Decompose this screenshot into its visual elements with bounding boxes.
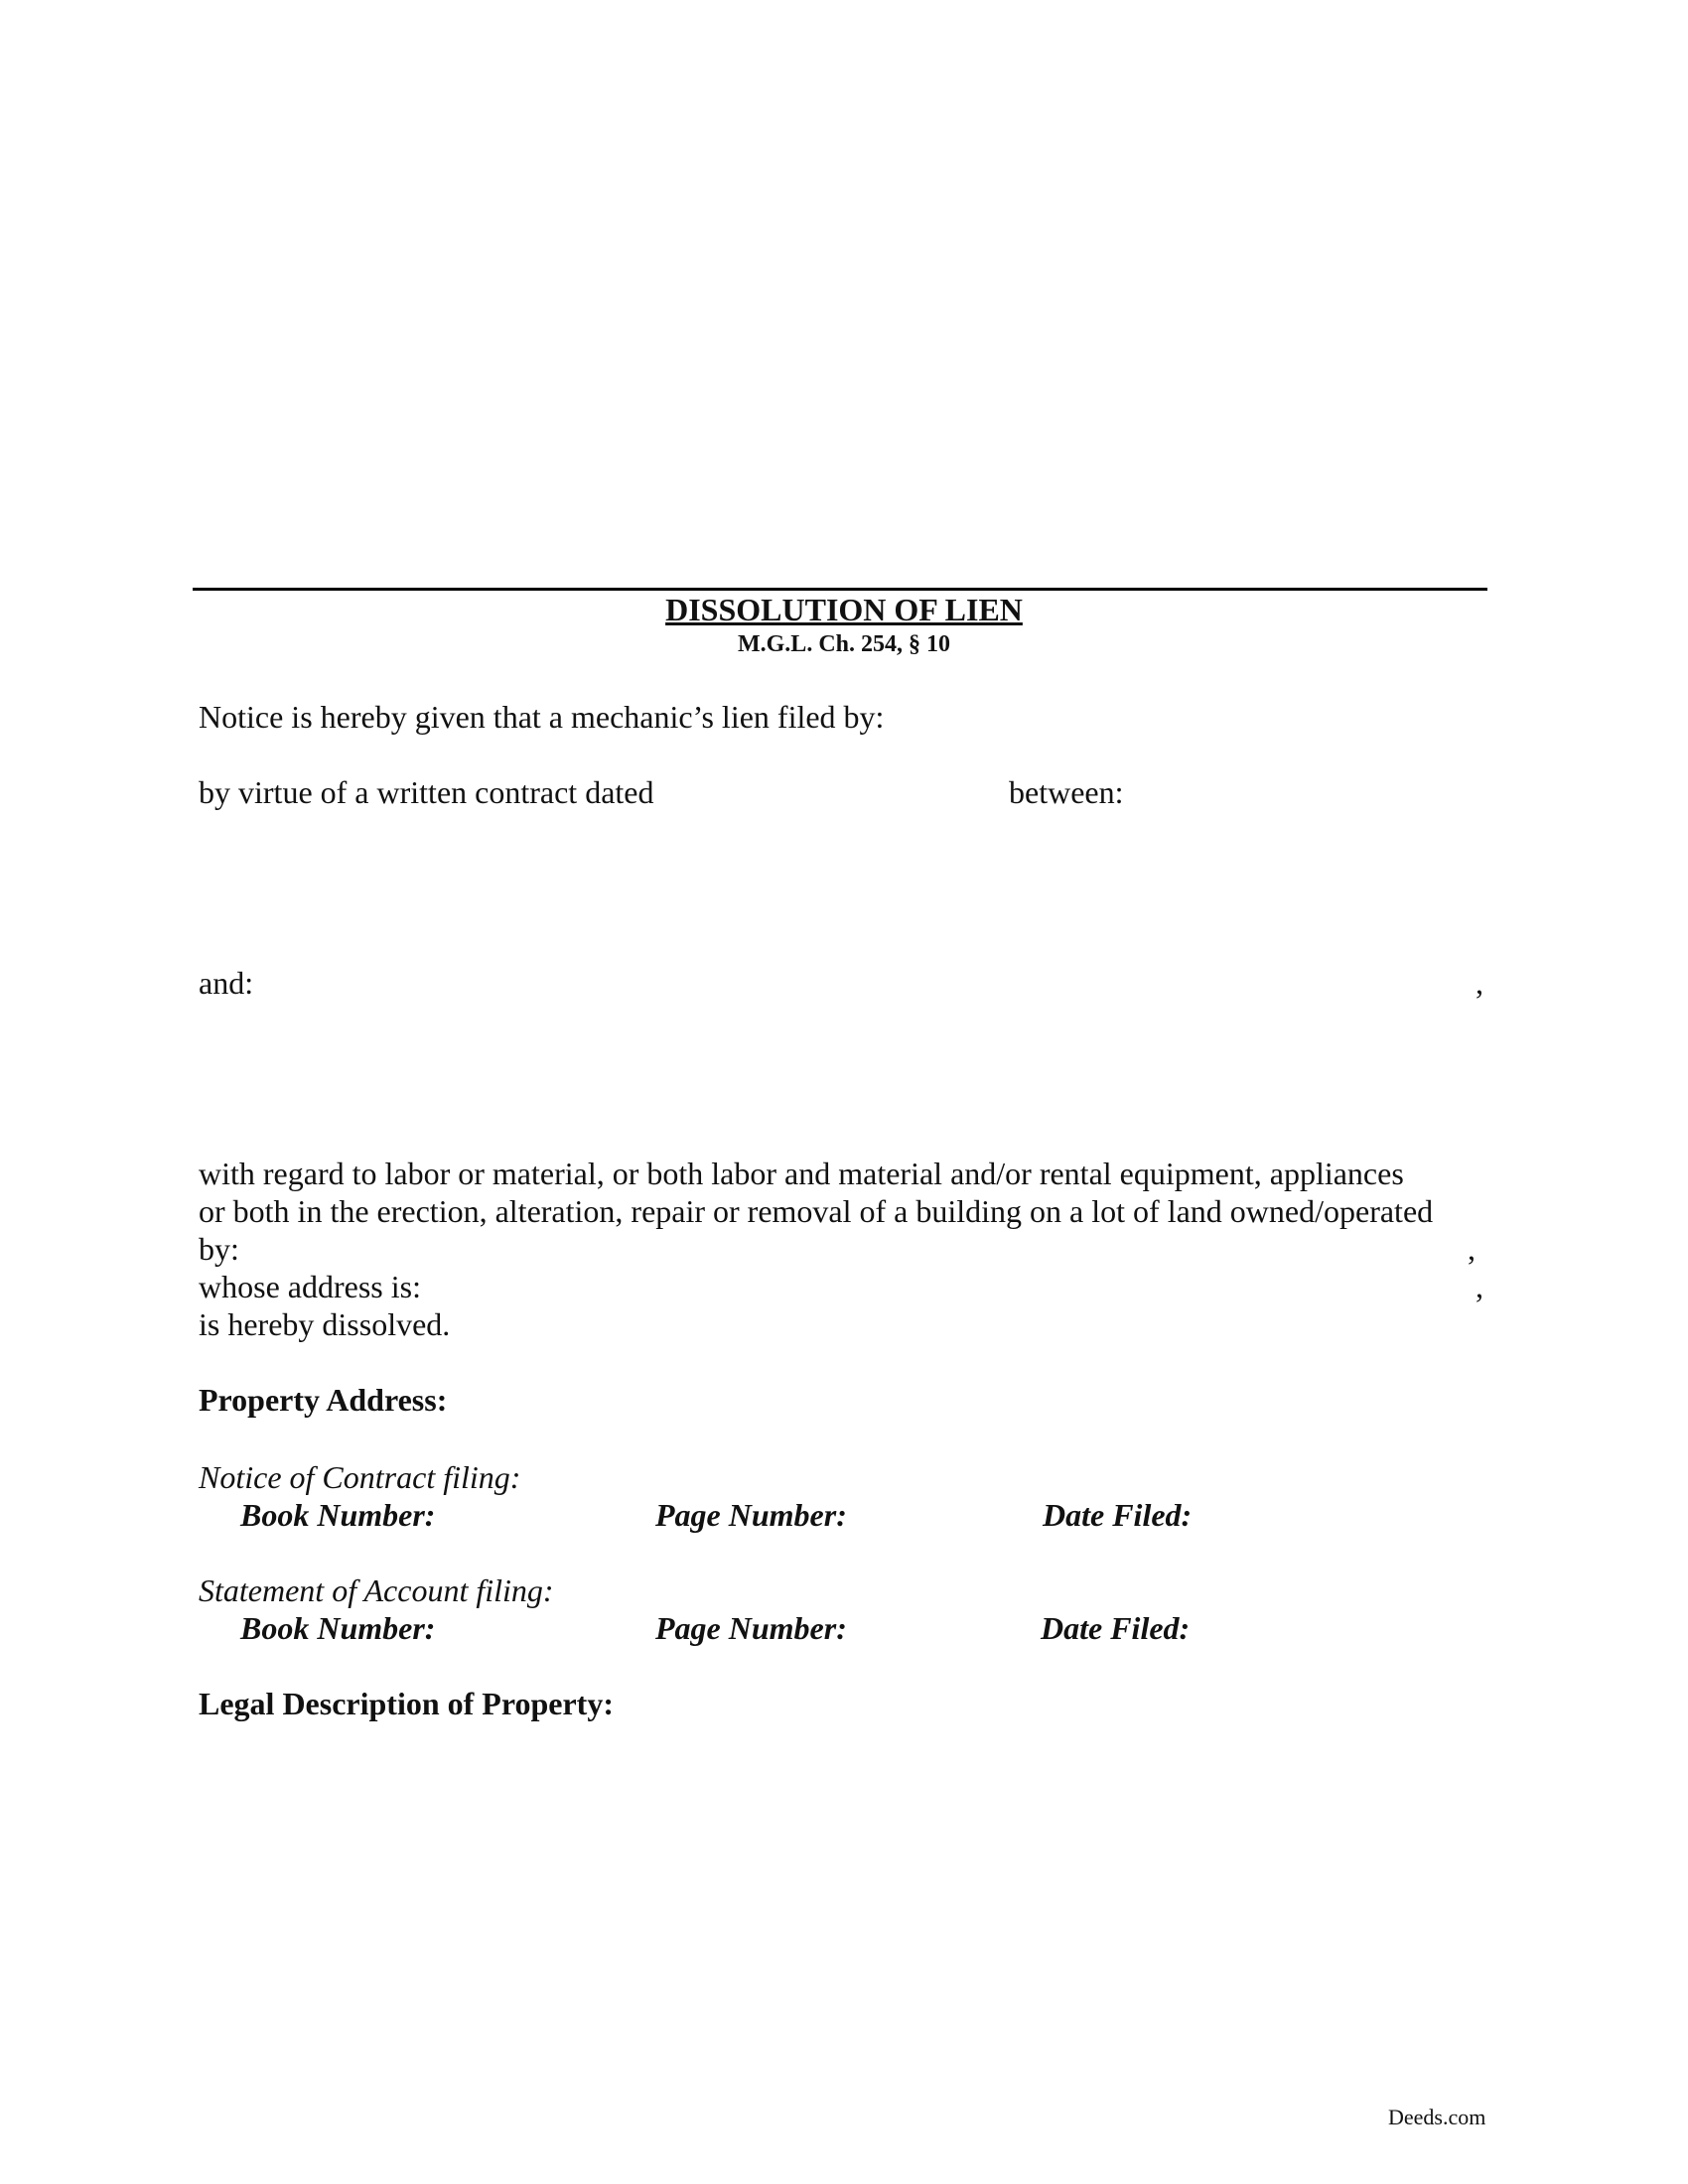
by-label: by: [199,1231,239,1267]
statement-of-account-heading: Statement of Account filing: [199,1572,554,1608]
legal-description-label: Legal Description of Property: [199,1686,614,1721]
between-label: between: [1009,774,1124,810]
regard-line-1: with regard to labor or material, or both labor and material and/or rental equipment, appliances [199,1156,1404,1191]
account-page-number-label: Page Number: [655,1610,847,1646]
whose-address-label: whose address is: [199,1269,421,1304]
footer-brand: Deeds.com [1388,2105,1486,2129]
account-book-number-label: Book Number: [240,1610,436,1646]
contract-date-filed-label: Date Filed: [1043,1497,1193,1533]
regard-line-2: or both in the erection, alteration, repair or removal of a building on a lot of land owned/operated [199,1193,1434,1229]
address-comma: , [1476,1269,1483,1304]
contract-dated-line: by virtue of a written contract dated [199,774,654,810]
property-address-label: Property Address: [199,1382,448,1418]
notice-line: Notice is hereby given that a mechanic’s lien filed by: [199,699,885,735]
header-rule [193,588,1487,591]
notice-of-contract-heading: Notice of Contract filing: [199,1459,521,1495]
by-comma: , [1468,1231,1476,1267]
account-date-filed-label: Date Filed: [1041,1610,1191,1646]
document-title: DISSOLUTION OF LIEN [665,592,1023,627]
and-label: and: [199,965,254,1001]
and-comma: , [1476,965,1483,1001]
contract-page-number-label: Page Number: [655,1497,847,1533]
statute-citation: M.G.L. Ch. 254, § 10 [737,631,950,657]
contract-book-number-label: Book Number: [240,1497,436,1533]
dissolved-line: is hereby dissolved. [199,1306,451,1342]
